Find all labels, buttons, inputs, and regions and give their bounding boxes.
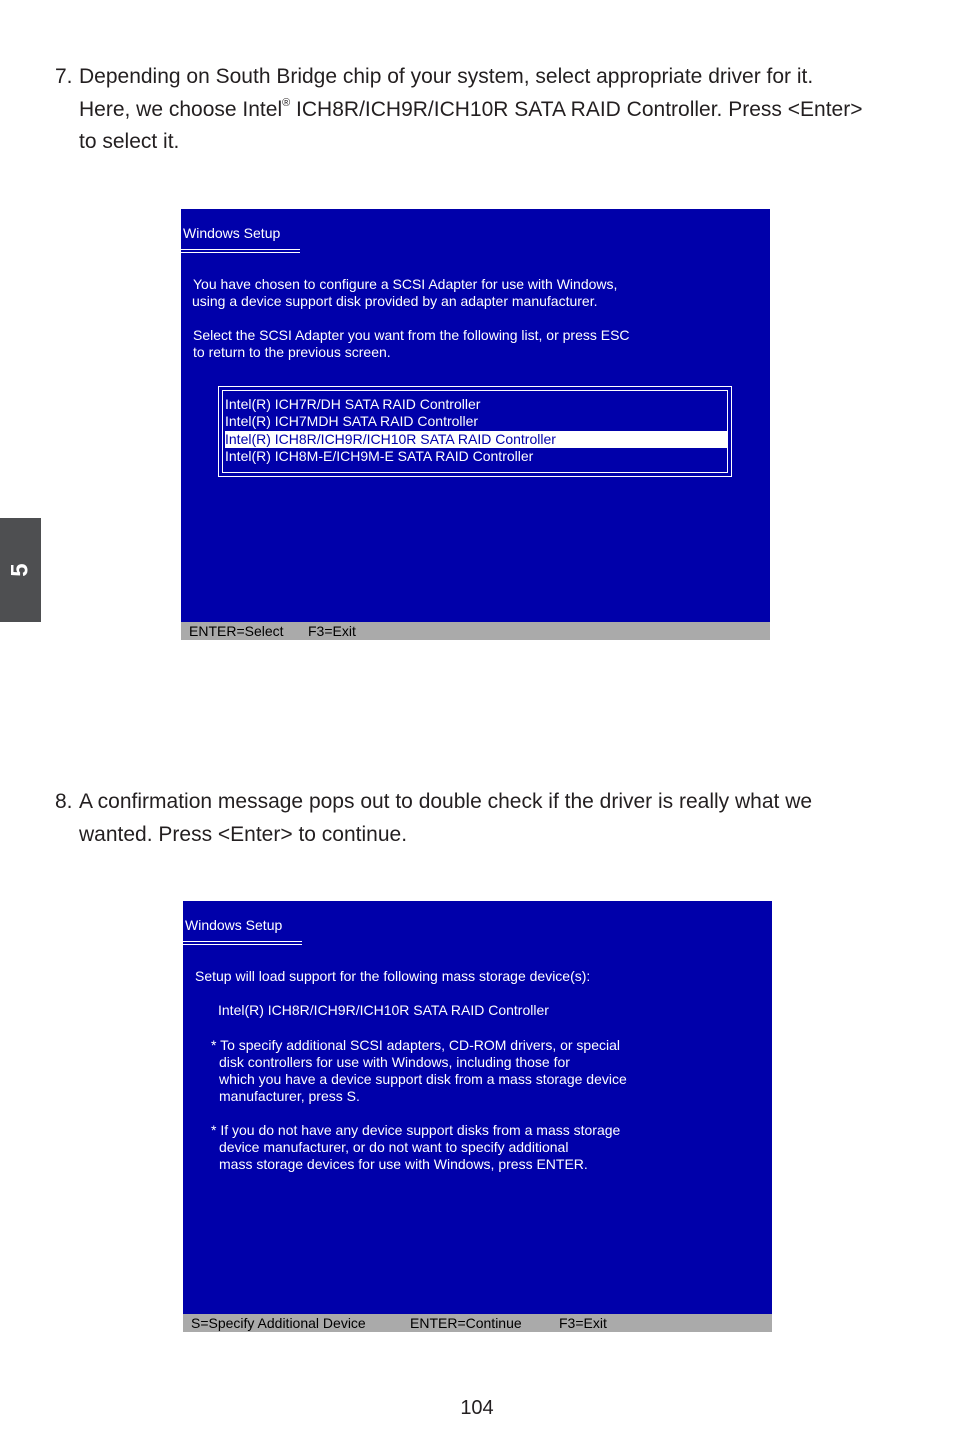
status-bar: [183, 1314, 772, 1332]
adapter-option[interactable]: Intel(R) ICH7MDH SATA RAID Controller: [225, 413, 479, 429]
selected-device-name: Intel(R) ICH8R/ICH9R/ICH10R SATA RAID Controller: [218, 1002, 549, 1018]
screen-text-line: You have chosen to configure a SCSI Adapter for use with Windows,: [193, 276, 618, 292]
enter-select-hint: ENTER=Select: [189, 623, 284, 639]
step-7-line-3: to select it.: [79, 130, 180, 153]
bullet-1-line: manufacturer, press S.: [219, 1088, 360, 1104]
screen-text-line: using a device support disk provided by an adapter manufacturer.: [192, 293, 598, 309]
chapter-tab: [0, 518, 41, 622]
step-8-instruction: [55, 786, 925, 851]
bullet-2-line: device manufacturer, or do not want to specify additional: [219, 1139, 569, 1155]
step-7-line-2-pre: Here, we choose Intel: [79, 97, 283, 121]
step-7-line-2-post: ICH8R/ICH9R/ICH10R SATA RAID Controller. Press <Enter>: [290, 97, 863, 121]
bullet-1-line: which you have a device support disk from a mass storage device: [219, 1071, 627, 1087]
step-7-instruction: [55, 61, 925, 159]
screen-title: Windows Setup: [183, 225, 281, 241]
registered-mark: ®: [282, 96, 291, 109]
f3-exit-hint: F3=Exit: [308, 623, 356, 639]
status-bar: [181, 622, 770, 640]
screen-text-line: Select the SCSI Adapter you want from the following list, or press ESC: [193, 327, 630, 343]
adapter-list: [218, 386, 732, 477]
title-underline: [183, 941, 302, 945]
screen-title: Windows Setup: [185, 917, 283, 933]
adapter-option[interactable]: Intel(R) ICH8M-E/ICH9M-E SATA RAID Controller: [225, 448, 534, 464]
step-7-line-1: Depending on South Bridge chip of your system, select appropriate driver for it.: [79, 65, 814, 88]
bullet-1-line: * To specify additional SCSI adapters, CD-ROM drivers, or special: [211, 1037, 621, 1053]
bullet-1-line: disk controllers for use with Windows, including those for: [219, 1054, 570, 1070]
title-underline: [181, 249, 300, 253]
step-8-line-1: A confirmation message pops out to double check if the driver is really what we: [79, 790, 813, 813]
specify-device-hint: S=Specify Additional Device: [191, 1315, 366, 1331]
step-number: 7.: [55, 65, 73, 88]
chapter-number: 5: [6, 563, 34, 577]
setup-screen-confirm-device: [183, 901, 772, 1332]
adapter-option-selected[interactable]: Intel(R) ICH8R/ICH9R/ICH10R SATA RAID Controller: [225, 431, 728, 448]
step-7-line-2: [79, 94, 925, 127]
adapter-option[interactable]: Intel(R) ICH7R/DH SATA RAID Controller: [225, 396, 481, 412]
step-number: 8.: [55, 790, 73, 813]
page-number: 104: [460, 1397, 494, 1419]
setup-screen-select-adapter: [181, 209, 770, 640]
bullet-2-line: mass storage devices for use with Windows, press ENTER.: [219, 1156, 588, 1172]
step-8-line-2: wanted. Press <Enter> to continue.: [79, 822, 408, 846]
enter-continue-hint: ENTER=Continue: [410, 1315, 522, 1331]
bullet-2-line: * If you do not have any device support disks from a mass storage: [211, 1122, 621, 1138]
screen-text-line: to return to the previous screen.: [193, 344, 391, 360]
screen-intro-text: Setup will load support for the following mass storage device(s):: [195, 968, 591, 984]
f3-exit-hint: F3=Exit: [559, 1315, 607, 1331]
